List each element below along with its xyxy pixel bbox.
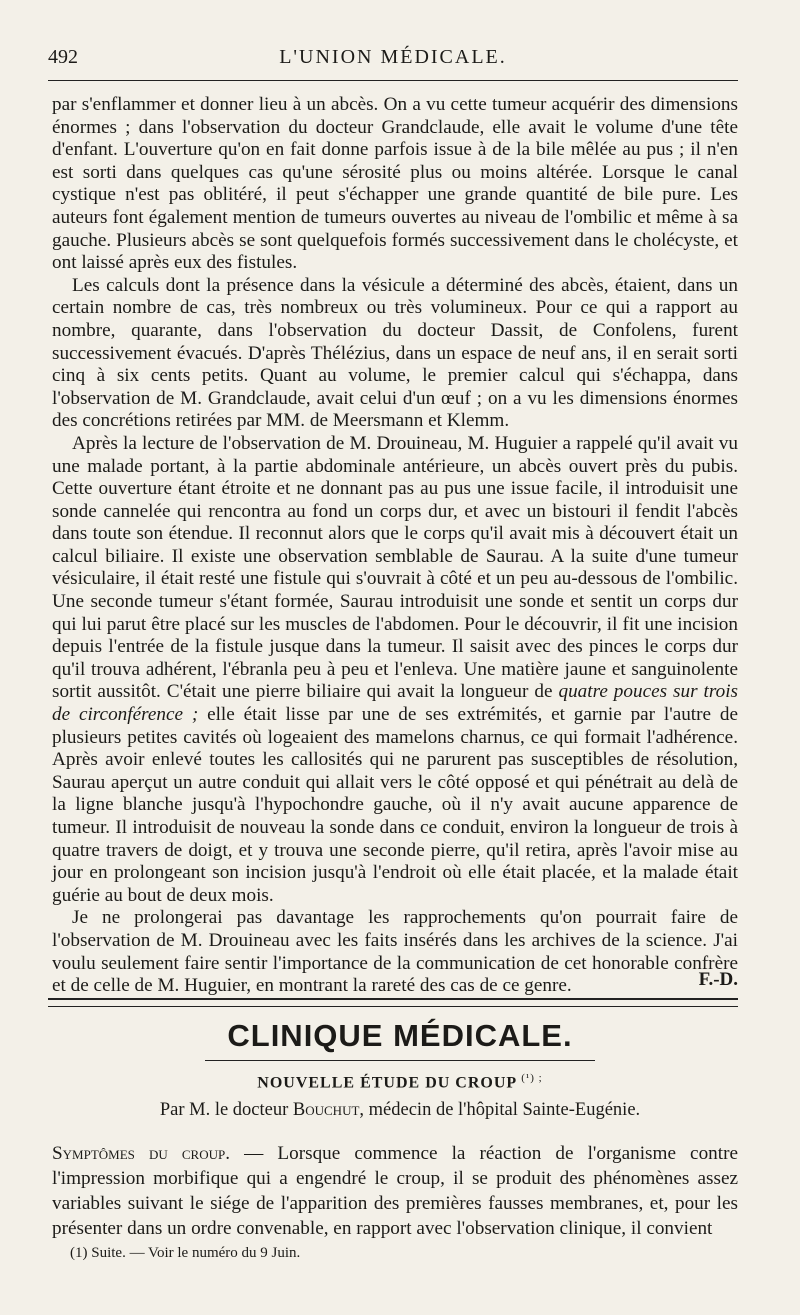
paragraph-3-end: elle était lisse par une de ses extrémités, et garnie par l'autre de plusieurs petites cavités où logeaient des mamelons charnus, ce qui formait l'adhérence. Après avoir enlevé toutes les callosités qui ne parurent pas susceptibles de résolution, Saurau aperçut un autre conduit qui allait vers le côté opposé et qui pénétrait au delà de la ligne blanche jusqu'à l'hypochondre gauche, où il n'y avait aucune apparence de tumeur. Il introduisit de nouveau la sonde dans ce conduit, environ la longueur de trois à quatre travers de doigt, et y trouva une seconde pierre, qu'il retira, après l'avoir mise au jour en prolongeant son incision jusqu'à l'endroit où elle était placée, et la malade était guérie au bout de deux mois. (52, 704, 738, 906)
article-title (0, 1072, 800, 1092)
paragraph-2: Les calculs dont la présence dans la vésicule a déterminé des abcès, étaient, dans un certain nombre de cas, très nombreux ou très volumineux. Pour ce qui a rapport au nombre, quarante, dans l'observation du docteur Dassit, de Confolens, furent successivement évacués. D'après Thélézius, dans un espace de neuf ans, il en serait sorti cinq à six cents petits. Quant au volume, le premier calcul qui s'échappa, dans l'observation de M. Grandclaude, avait celui d'un œuf ; on a vu les dimensions énormes des concrétions retirées par MM. de Meersmann et Klemm. (52, 274, 738, 432)
author-prefix: Par M. le docteur (159, 1100, 289, 1120)
article-body (52, 94, 738, 998)
section-title: CLINIQUE MÉDICALE. (227, 1018, 573, 1053)
author-suffix: , médecin de l'hôpital Sainte-Eugénie. (359, 1100, 641, 1120)
paragraph-3-italic: quatre pouces sur trois de circonférence ; (52, 681, 739, 726)
clinical-paragraph-text: — Lorsque commence la réaction de l'organisme contre l'impression morbifique qui a engendré le croup, il se produit des phénomènes assez variables suivant le siége de l'apparition des premières fausses membranes, et, pour les présenter dans un ordre convenable, en rapport avec l'observation clinique, il convient (52, 1143, 738, 1239)
paragraph-1: par s'enflammer et donner lieu à un abcès. On a vu cette tumeur acquérir des dimensions énormes ; dans l'observation du docteur Grandclaude, elle avait le volume d'une tête d'enfant. L'ouverture qu'on en fait donne parfois issue à de la bile mêlée au pus ; il n'en est sorti dans quelques cas qu'une sérosité plus ou moins altérée. Lorsque le canal cystique n'est pas oblitéré, il peut s'échapper une grande quantité de bile pure. Les auteurs font également mention de tumeurs ouvertes au niveau de l'ombilic et même à sa gauche. Plusieurs abcès se sont quelquefois formés successivement dans le cholécyste, et ont laissé après eux des fistules. (52, 94, 738, 274)
clinical-paragraph (52, 1141, 738, 1241)
header-rule (48, 80, 738, 81)
paragraph-3 (52, 433, 738, 907)
author-name: Bouchut (292, 1100, 360, 1120)
paragraph-lead: Symptômes du croup. (52, 1143, 231, 1164)
article-title-text: NOUVELLE ÉTUDE DU CROUP (257, 1074, 517, 1092)
footnote-marker: (¹) ; (521, 1072, 543, 1084)
section-title-rule (205, 1060, 595, 1061)
author-line (0, 1100, 800, 1121)
paragraph-4: Je ne prolongerai pas davantage les rapprochements qu'on pourrait faire de l'observation de M. Drouineau avec les faits insérés dans les archives de la science. J'ai voulu seulement faire sentir l'importance de la communication de cet honorable confrère et de celle de M. Huguier, en montrant la rareté des cas de ce genre. (52, 907, 738, 997)
page-number: 492 (48, 46, 78, 68)
footnote: (1) Suite. — Voir le numéro du 9 Juin. (70, 1245, 301, 1261)
signature: F.-D. (698, 969, 738, 990)
running-title: L'UNION MÉDICALE. (279, 46, 507, 68)
clinical-section-body (52, 1141, 738, 1241)
section-divider (48, 998, 738, 1007)
paragraph-3-start: Après la lecture de l'observation de M. Drouineau, M. Huguier a rappelé qu'il avait vu une malade portant, à la partie abdominale antérieure, un abcès ouvert près du pubis. Cette ouverture étant étroite et ne donnant pas au pus une issue facile, il introduisit une sonde cannelée qui rencontra au fond un corps dur, et avec un bistouri il fendit l'abcès dans toute son étendue. Il reconnut alors que le corps qu'il avait mis à découvert était un calcul biliaire. Il existe une observation semblable de Saurau. A la suite d'une tumeur vésiculaire, il était resté une fistule qui s'ouvrait à côté et un peu au-dessous de l'ombilic. Une seconde tumeur s'étant formée, Saurau introduisit une sonde et sentit un corps dur qui lui parut être placé sur les muscles de l'abdomen. Pour le découvrir, il fit une incision depuis l'entrée de la fistule jusque dans la tumeur. Il saisit avec des pinces le corps dur qu'il trouva adhérent, l'ébranla peu à peu et l'enleva. Une matière jaune et sanguinolente sortit aussitôt. C'était une pierre biliaire qui avait la longueur de (52, 432, 738, 703)
page-header (48, 40, 738, 74)
